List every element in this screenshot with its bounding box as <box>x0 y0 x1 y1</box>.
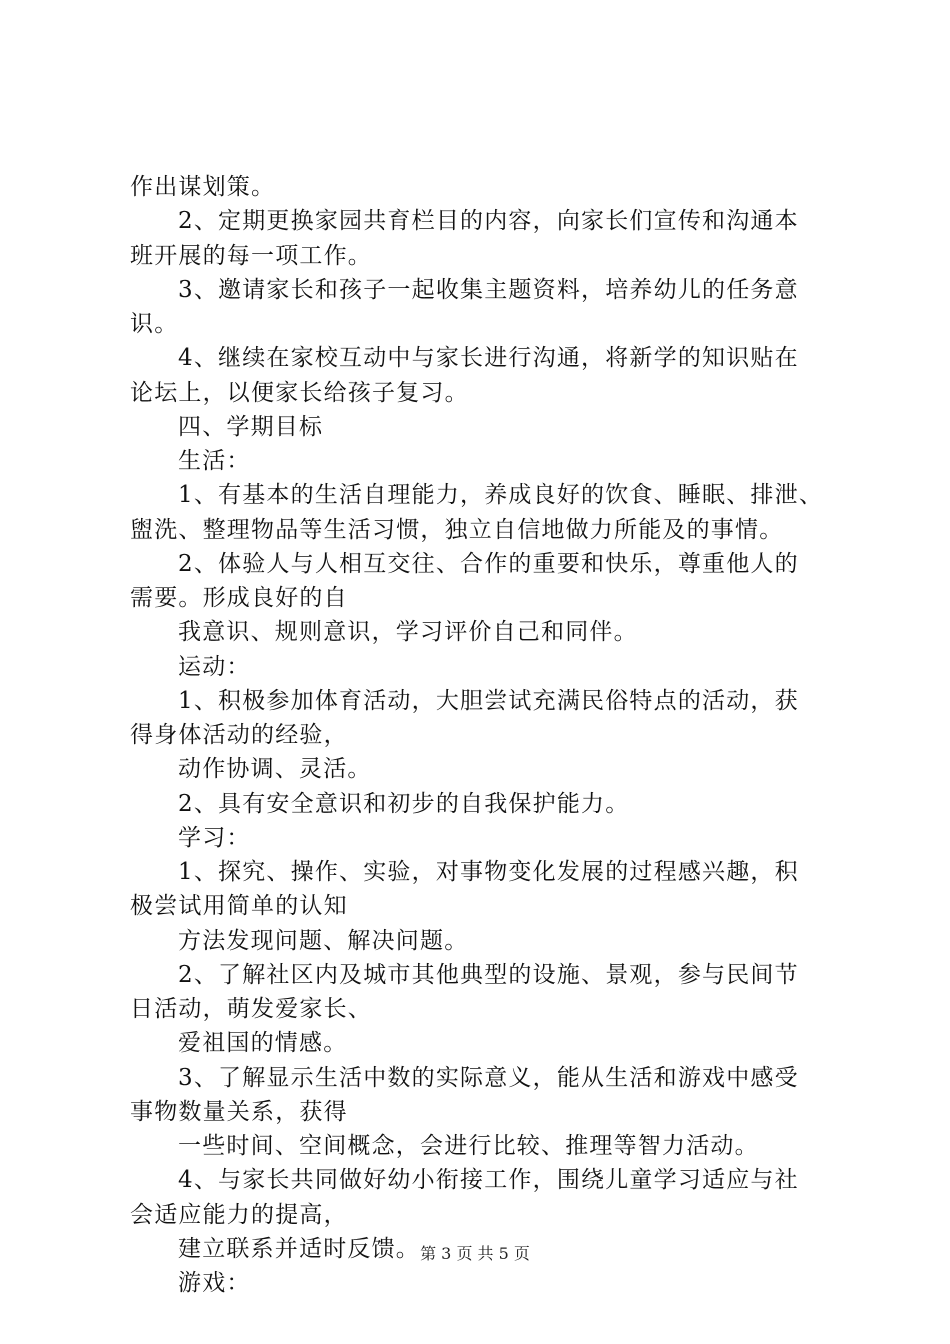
text-line: 会适应能力的提高， <box>130 1201 348 1228</box>
text-line: 4、继续在家校互动中与家长进行沟通，将新学的知识贴在 <box>178 345 799 372</box>
text-line: 四、学期目标 <box>178 413 324 440</box>
text-line: 2、具有安全意识和初步的自我保护能力。 <box>178 790 630 817</box>
text-line: 3、了解显示生活中数的实际意义，能从生活和游戏中感受 <box>178 1064 799 1091</box>
text-line: 动作协调、灵活。 <box>178 756 372 783</box>
text-line: 3、邀请家长和孩子一起收集主题资料，培养幼儿的任务意 <box>178 276 799 303</box>
text-line: 一些时间、空间概念，会进行比较、推理等智力活动。 <box>178 1133 759 1159</box>
text-line: 2、体验人与人相互交往、合作的重要和快乐，尊重他人的 <box>178 550 799 577</box>
text-line: 班开展的每一项工作。 <box>130 242 372 269</box>
text-line: 学习： <box>178 824 251 851</box>
text-line: 识。 <box>130 311 179 337</box>
text-line: 4、与家长共同做好幼小衔接工作，围绕儿童学习适应与社 <box>178 1167 799 1194</box>
text-line: 2、了解社区内及城市其他典型的设施、景观，参与民间节 <box>178 961 799 988</box>
text-line: 游戏： <box>178 1270 251 1296</box>
text-line: 运动： <box>178 653 251 680</box>
text-line: 方法发现问题、解决问题。 <box>178 927 469 954</box>
text-line: 得身体活动的经验， <box>130 722 348 748</box>
text-line: 日活动，萌发爱家长、 <box>130 996 372 1022</box>
text-line: 1、探究、操作、实验，对事物变化发展的过程感兴趣，积 <box>178 859 799 885</box>
text-line: 盥洗、整理物品等生活习惯，独立自信地做力所能及的事情。 <box>130 516 784 543</box>
page-footer: 第 3 页 共 5 页 <box>420 1244 530 1263</box>
text-line: 需要。形成良好的自 <box>130 585 348 611</box>
text-line: 生活： <box>178 448 251 474</box>
text-line: 事物数量关系，获得 <box>130 1098 348 1125</box>
text-line: 作出谋划策。 <box>130 174 276 200</box>
text-line: 我意识、规则意识，学习评价自己和同伴。 <box>178 619 638 646</box>
text-line: 1、有基本的生活自理能力，养成良好的饮食、睡眠、排泄、 <box>178 482 824 509</box>
text-line: 2、定期更换家园共育栏目的内容，向家长们宣传和沟通本 <box>178 208 799 235</box>
text-line: 1、积极参加体育活动，大胆尝试充满民俗特点的活动，获 <box>178 687 799 714</box>
text-line: 极尝试用简单的认知 <box>130 893 348 920</box>
document-body <box>130 170 835 1300</box>
text-line: 论坛上，以便家长给孩子复习。 <box>130 379 469 406</box>
text-line: 建立联系并适时反馈。 <box>178 1235 420 1262</box>
text-line: 爱祖国的情感。 <box>178 1030 348 1057</box>
